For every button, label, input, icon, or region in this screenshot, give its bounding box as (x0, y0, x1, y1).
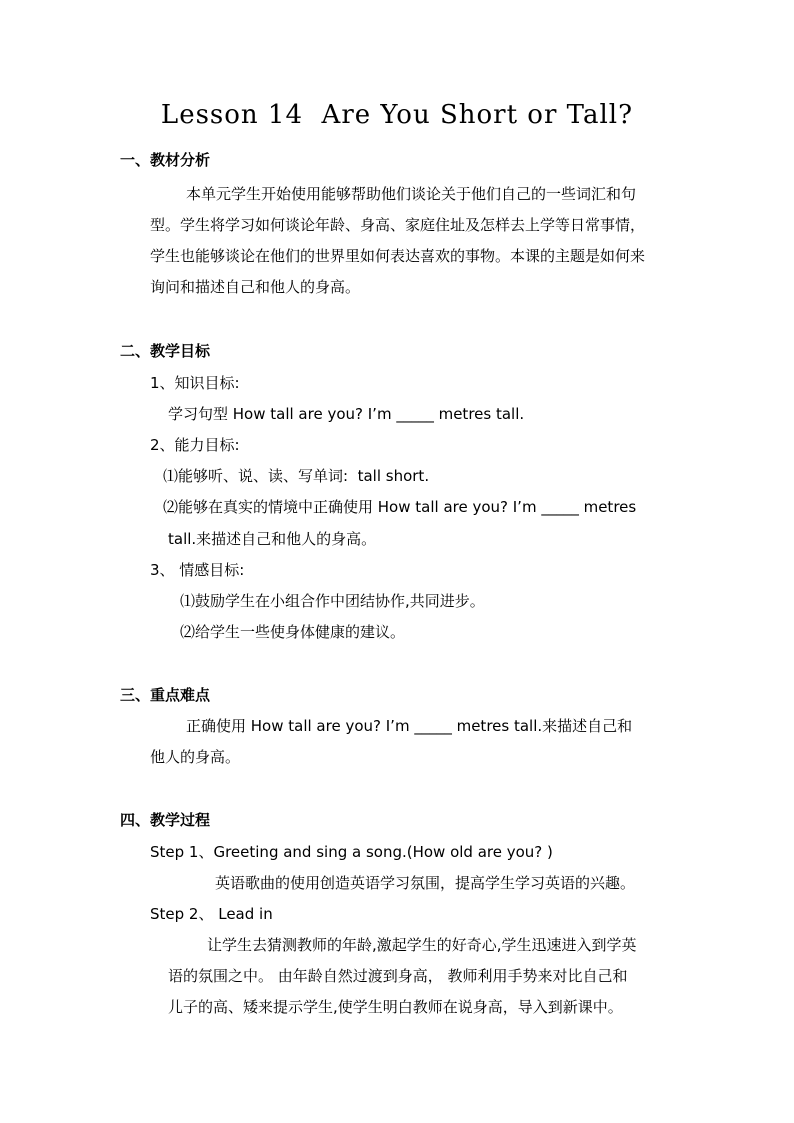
section-heading-key-points: 三、重点难点 (120, 686, 211, 704)
objective-text-knowledge: 学习句型 How tall are you? I’m _____ metres tall. (168, 405, 525, 423)
section-heading-objectives: 二、教学目标 (120, 342, 211, 360)
paragraph-line: 本单元学生开始使用能够帮助他们谈论关于他们自己的一些词汇和句 (186, 185, 637, 203)
objective-sub-item: ⑴能够听、说、读、写单词: tall short. (163, 467, 430, 485)
paragraph-line: 他人的身高。 (150, 748, 241, 766)
step-label: Step 1、Greeting and sing a song.(How old are you? ) (150, 843, 553, 861)
objective-label-emotion: 3、 情感目标: (150, 561, 245, 579)
section-heading-process: 四、教学过程 (120, 811, 211, 829)
paragraph-line: 正确使用 How tall are you? I’m _____ metres tall.来描述自己和 (186, 717, 633, 735)
paragraph-line: 型。学生将学习如何谈论年龄、身高、家庭住址及怎样去上学等日常事情， (150, 216, 646, 234)
objective-sub-item: ⑵给学生一些使身体健康的建议。 (180, 623, 406, 641)
lesson-title: Lesson 14 Are You Short or Tall? (160, 100, 634, 130)
section-heading-materials: 一、教材分析 (120, 151, 211, 169)
objective-label-ability: 2、能力目标: (150, 436, 240, 454)
objective-sub-item: ⑴鼓励学生在小组合作中团结协作,共同进步。 (180, 592, 485, 610)
step-description: 英语歌曲的使用创造英语学习氛围，提高学生学习英语的兴趣。 (215, 874, 636, 892)
paragraph-line: 让学生去猜测教师的年龄,激起学生的好奇心,学生迅速进入到学英 (207, 936, 637, 954)
paragraph-line: 询问和描述自己和他人的身高。 (150, 278, 361, 296)
paragraph-line: 学生也能够谈论在他们的世界里如何表达喜欢的事物。本课的主题是如何来 (150, 247, 646, 265)
paragraph-line: 语的氛围之中。 由年龄自然过渡到身高， 教师利用手势来对比自己和 (168, 967, 628, 985)
paragraph-line: 儿子的高、矮来提示学生,使学生明白教师在说身高，导入到新课中。 (168, 998, 623, 1016)
objective-sub-item: tall.来描述自己和他人的身高。 (168, 530, 377, 548)
step-label: Step 2、 Lead in (150, 905, 273, 923)
objective-sub-item: ⑵能够在真实的情境中正确使用 How tall are you? I’m _____ metres (163, 498, 637, 516)
objective-label-knowledge: 1、知识目标: (150, 374, 240, 392)
